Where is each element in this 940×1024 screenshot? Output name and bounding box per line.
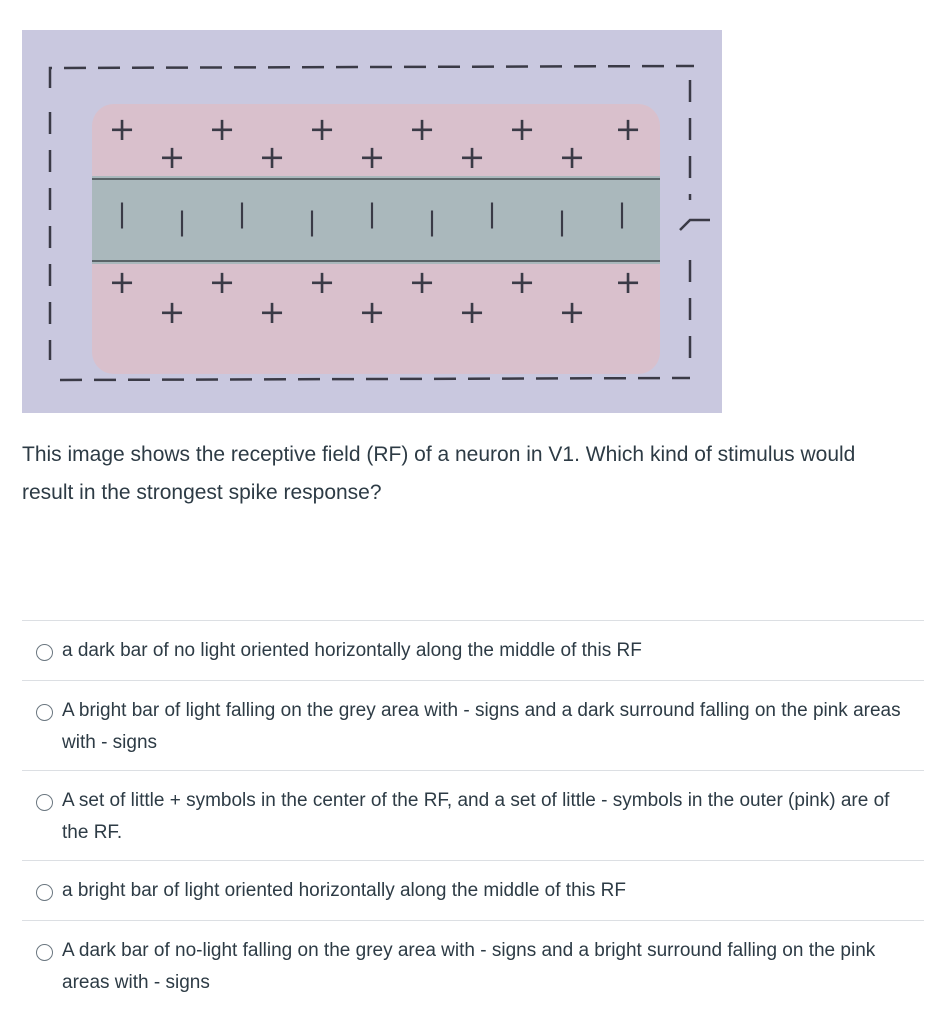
minus-symbol: | [367, 199, 377, 229]
plus-symbol: + [308, 263, 336, 301]
plus-symbol: + [558, 293, 586, 331]
plus-symbol: + [158, 293, 186, 331]
plus-symbol: + [158, 138, 186, 176]
plus-symbol: + [508, 110, 536, 148]
minus-symbol: | [177, 207, 187, 237]
receptive-field-diagram [22, 30, 722, 413]
minus-symbol: | [427, 207, 437, 237]
minus-symbol: | [557, 207, 567, 237]
radio-button[interactable] [36, 944, 53, 961]
answer-option-1[interactable] [22, 620, 924, 680]
minus-symbol: | [307, 207, 317, 237]
plus-symbol: + [258, 138, 286, 176]
answer-option-3[interactable] [22, 770, 924, 860]
question-text: This image shows the receptive field (RF) of a neuron in V1. Which kind of stimulus would result in the strongest spike response? [22, 443, 856, 504]
answer-label: A bright bar of light falling on the grey area with - signs and a dark surround falling on the pink areas with - signs [62, 700, 901, 753]
plus-symbol: + [208, 263, 236, 301]
minus-symbol: | [487, 199, 497, 229]
plus-symbol: + [358, 293, 386, 331]
plus-symbol: + [208, 110, 236, 148]
plus-symbol: + [458, 138, 486, 176]
minus-symbol: | [117, 199, 127, 229]
plus-symbol: + [408, 263, 436, 301]
answer-label: a dark bar of no light oriented horizontally along the middle of this RF [62, 640, 642, 661]
answer-label: a bright bar of light oriented horizontally along the middle of this RF [62, 880, 626, 901]
plus-symbol: + [614, 263, 642, 301]
radio-button[interactable] [36, 644, 53, 661]
plus-symbol: + [408, 110, 436, 148]
plus-symbol: + [558, 138, 586, 176]
plus-symbol: + [358, 138, 386, 176]
receptive-field-figure [22, 30, 722, 413]
answer-option-2[interactable] [22, 680, 924, 770]
answer-option-4[interactable] [22, 860, 924, 920]
minus-symbol: | [617, 199, 627, 229]
plus-symbol: + [508, 263, 536, 301]
minus-symbol: | [237, 199, 247, 229]
plus-symbol: + [458, 293, 486, 331]
plus-symbol: + [108, 110, 136, 148]
answer-list [22, 620, 924, 1010]
radio-button[interactable] [36, 704, 53, 721]
plus-symbol: + [258, 293, 286, 331]
radio-button[interactable] [36, 884, 53, 901]
answer-option-5[interactable] [22, 920, 924, 1010]
answer-label: A set of little + symbols in the center of the RF, and a set of little - symbols in the outer (pink) are of the RF. [62, 790, 890, 843]
answer-label: A dark bar of no-light falling on the grey area with - signs and a bright surround falling on the pink areas with - signs [62, 940, 876, 993]
radio-button[interactable] [36, 794, 53, 811]
plus-symbol: + [614, 110, 642, 148]
plus-symbol: + [108, 263, 136, 301]
plus-symbol: + [308, 110, 336, 148]
